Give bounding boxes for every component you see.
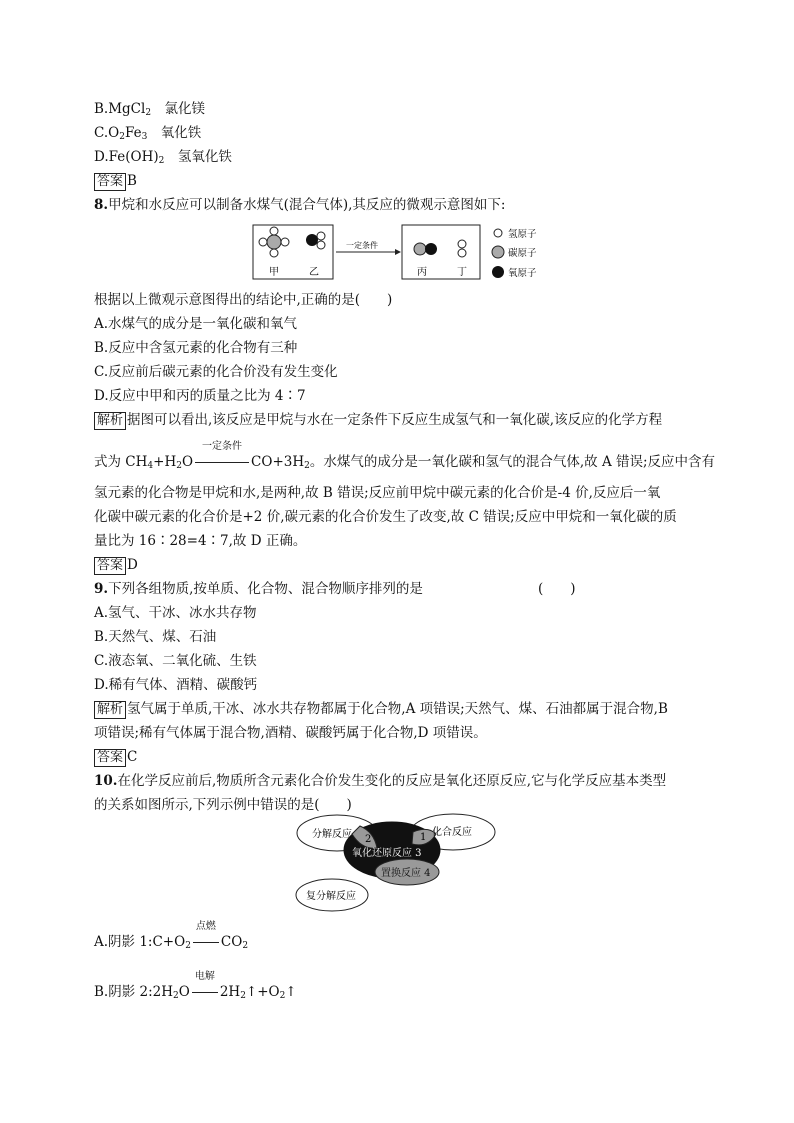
q10-venn-diagram bbox=[290, 812, 510, 914]
label-jia: 甲 bbox=[269, 267, 279, 278]
legend-carbon-icon bbox=[492, 246, 504, 258]
q9-analysis-1: 解析 氢气属于单质,干冰、冰水共存物都属于化合物,A 项错误;天然气、煤、石油都属于混合物,B bbox=[94, 699, 668, 719]
q8-micro-diagram bbox=[252, 222, 562, 282]
q8-analysis-5: 量比为 16∶28=4∶7,故 D 正确。 bbox=[94, 533, 307, 549]
q9-stem: 9.下列各组物质,按单质、化合物、混合物顺序排列的是 bbox=[94, 581, 423, 597]
q8-analysis-3: 氢元素的化合物是甲烷和水,是两种,故 B 错误;反应前甲烷中碳元素的化合价是-4 价,反应后一氧 bbox=[94, 485, 661, 501]
label-double: 复分解反应 bbox=[306, 891, 356, 902]
label-yi: 乙 bbox=[309, 267, 319, 278]
option-b-mgcl2: B.MgCl$_2$ 氯化镁 bbox=[94, 101, 206, 118]
product-box bbox=[402, 225, 480, 279]
label-bing: 丙 bbox=[417, 267, 427, 278]
cond-electrolysis: 电解 bbox=[192, 982, 218, 1002]
q10-option-b: B.阴影 $2:2H_2O$ 电解 $2H_2↑+O_2↑$ bbox=[94, 971, 297, 1001]
oxygen-atom bbox=[425, 243, 437, 255]
hydrogen-atom bbox=[281, 238, 289, 246]
legend-oxygen-icon bbox=[492, 266, 504, 278]
eq-condition-arrow: 一定条件 bbox=[195, 452, 249, 472]
label-displace: 置换反应 4 bbox=[381, 868, 431, 879]
hydrogen-atom bbox=[458, 249, 466, 257]
carbon-atom bbox=[414, 243, 426, 255]
legend-hydrogen-icon bbox=[494, 229, 502, 237]
label-n1: 1 bbox=[420, 832, 427, 843]
answer-tag: 答案 bbox=[94, 557, 126, 575]
analysis-tag: 解析 bbox=[94, 412, 126, 430]
option-c-o2fe3: $C.O_2Fe_3$ 氧化铁 bbox=[94, 125, 202, 142]
q8-option-a: A.水煤气的成分是一氧化碳和氧气 bbox=[94, 316, 298, 332]
hydrogen-atom bbox=[317, 241, 325, 249]
q8-option-c: C.反应前后碳元素的化合价没有发生变化 bbox=[94, 364, 338, 380]
hydrogen-atom bbox=[270, 249, 278, 257]
q9-option-d: D.稀有气体、酒精、碳酸钙 bbox=[94, 677, 258, 693]
q8-analysis-4: 化碳中碳元素的化合价是+2 价,碳元素的化合价发生了改变,故 C 错误;反应中甲烷和一氧化碳的质 bbox=[94, 509, 677, 525]
answer-tag: 答案 bbox=[94, 173, 126, 191]
label-decomp: 分解反应 bbox=[312, 829, 352, 840]
q10-stem-2: 的关系如图所示,下列示例中错误的是( ) bbox=[94, 797, 352, 813]
q7-answer: 答案 B bbox=[94, 171, 137, 191]
hydrogen-atom bbox=[458, 240, 466, 248]
analysis-tag: 解析 bbox=[94, 701, 126, 719]
label-combo: 化合反应 bbox=[432, 827, 472, 838]
q8-option-d: D.反应中甲和丙的质量之比为 4∶7 bbox=[94, 388, 306, 404]
q9-analysis-2: 项错误;稀有气体属于混合物,酒精、碳酸钙属于化合物,D 项错误。 bbox=[94, 725, 487, 741]
label-redox: 氧化还原反应 3 bbox=[352, 848, 422, 859]
q8-answer: 答案 D bbox=[94, 555, 138, 575]
label-ding: 丁 bbox=[457, 267, 467, 278]
arrow-condition: 一定条件 bbox=[346, 241, 378, 250]
carbon-atom bbox=[267, 235, 281, 249]
hydrogen-atom bbox=[259, 238, 267, 246]
q10-option-a: A.阴影 $1:C+O_2$ 点燃 $CO_2$ bbox=[94, 921, 249, 951]
oxygen-atom bbox=[306, 234, 318, 246]
q8-stem: 8.甲烷和水反应可以制备水煤气(混合气体),其反应的微观示意图如下: bbox=[94, 197, 506, 213]
hydrogen-atom bbox=[270, 227, 278, 235]
q8-option-b: B.反应中含氢元素的化合物有三种 bbox=[94, 340, 298, 356]
q8-analysis-1: 解析 据图可以看出,该反应是甲烷与水在一定条件下反应生成氢气和一氧化碳,该反应的化学方程 bbox=[94, 410, 662, 430]
answer-tag: 答案 bbox=[94, 749, 126, 767]
legend-carbon: 碳原子 bbox=[508, 248, 537, 259]
q8-prompt: 根据以上微观示意图得出的结论中,正确的是( ) bbox=[94, 292, 393, 308]
q10-stem-1: 10.在化学反应前后,物质所含元素化合价发生变化的反应是氧化还原反应,它与化学反应基本类型 bbox=[94, 773, 667, 789]
q9-option-b: B.天然气、煤、石油 bbox=[94, 629, 217, 645]
cond-ignite: 点燃 bbox=[193, 932, 219, 952]
hydrogen-atom bbox=[317, 232, 325, 240]
q9-option-a: A.氢气、干冰、冰水共存物 bbox=[94, 605, 257, 621]
q9-paren: ( ) bbox=[538, 581, 576, 597]
q9-answer: 答案 C bbox=[94, 747, 137, 767]
legend-oxygen: 氧原子 bbox=[508, 268, 537, 279]
label-n2: 2 bbox=[365, 834, 372, 845]
q8-analysis-2: 式为 $CH_4+H_2O$ 一定条件 $CO+3H_2$。水煤气的成分是一氧化碳和氢气的混合气体,故 A 错误;反应中含有 bbox=[94, 441, 716, 471]
option-d-feoh2: $D.Fe(OH)_2$ 氢氧化铁 bbox=[94, 149, 232, 166]
legend-hydrogen: 氢原子 bbox=[508, 229, 537, 240]
q9-option-c: C.液态氧、二氧化硫、生铁 bbox=[94, 653, 257, 669]
